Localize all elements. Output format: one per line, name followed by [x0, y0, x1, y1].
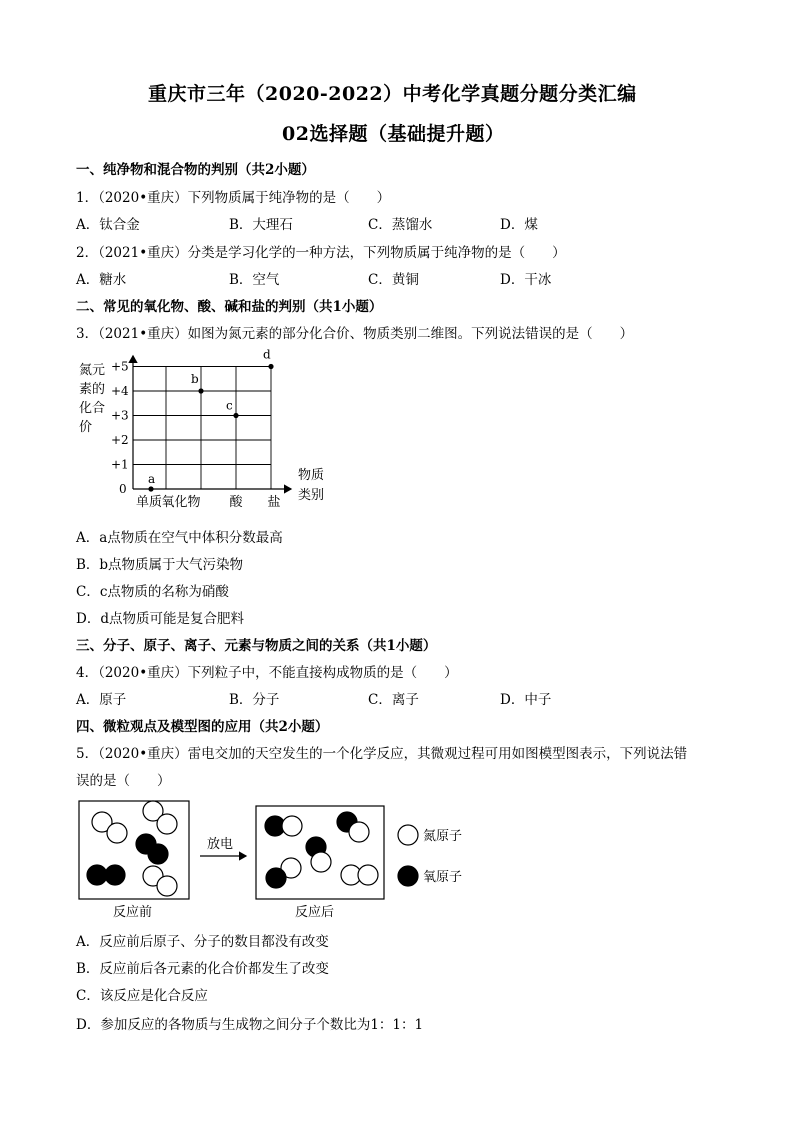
option: D．d点物质可能是复合肥料	[76, 611, 244, 627]
data-point-c	[233, 413, 238, 418]
option: C．离子	[368, 692, 419, 708]
data-point-label: a	[148, 472, 156, 486]
page-title: 重庆市三年（2020-2022）中考化学真题分题分类汇编	[148, 83, 637, 105]
question-stem: 3．（2021•重庆）如图为氮元素的部分化合价、物质类别二维图。下列说法错误的是（ ）	[76, 326, 634, 342]
arrow-label: 放电	[207, 837, 234, 852]
y-tick-label: 0	[119, 482, 127, 496]
option: D．煤	[500, 217, 538, 233]
valence-chart	[76, 348, 356, 513]
section-heading: 四、微粒观点及模型图的应用（共2小题）	[76, 719, 329, 735]
option: C．该反应是化合反应	[76, 988, 208, 1004]
data-point-label: d	[263, 348, 271, 362]
option: B．大理石	[229, 217, 293, 233]
section-heading: 三、分子、原子、离子、元素与物质之间的关系（共1小题）	[76, 638, 437, 654]
oxygen-legend-icon	[398, 866, 418, 886]
question-stem: 1．（2020•重庆）下列物质属于纯净物的是（ ）	[76, 190, 391, 206]
option: B．空气	[229, 272, 280, 288]
data-point-label: b	[191, 372, 199, 386]
legend-nitrogen: 氮原子	[423, 829, 463, 844]
x-tick-label: 氧化物	[161, 495, 201, 510]
y-tick-label: +4	[111, 384, 129, 398]
data-point-d	[268, 364, 273, 369]
after-label: 反应后	[295, 905, 335, 920]
option: B．分子	[229, 692, 280, 708]
section-heading: 一、纯净物和混合物的判别（共2小题）	[76, 162, 315, 178]
option: A．a点物质在空气中体积分数最高	[76, 530, 283, 546]
y-tick-label: +2	[111, 433, 129, 447]
question-stem-continued: 误的是（ ）	[76, 773, 171, 789]
before-label: 反应前	[113, 905, 153, 920]
y-tick-label: +3	[111, 408, 129, 423]
y-tick-label: +5	[111, 359, 129, 374]
option: D．干冰	[500, 272, 552, 288]
option: B．反应前后各元素的化合价都发生了改变	[76, 961, 329, 977]
x-tick-label: 酸	[229, 495, 243, 510]
y-axis-label: 氮元 素的 化合 价	[79, 363, 106, 435]
option: C．黄铜	[368, 272, 419, 288]
page-subtitle: 02选择题（基础提升题）	[282, 123, 505, 145]
x-tick-label: 单质	[135, 495, 163, 510]
option: A．钛合金	[76, 217, 140, 233]
data-point-b	[198, 388, 203, 393]
x-tick-label: 盐	[267, 495, 281, 510]
option: C．c点物质的名称为硝酸	[76, 584, 229, 600]
reaction-model-diagram	[76, 798, 476, 923]
y-tick-label: +1	[111, 457, 129, 472]
option: C．蒸馏水	[368, 217, 433, 233]
question-stem: 5．（2020•重庆）雷电交加的天空发生的一个化学反应，其微观过程可用如图模型图表示，下列说法错	[76, 746, 688, 762]
option: B．b点物质属于大气污染物	[76, 557, 244, 573]
nitrogen-legend-icon	[398, 825, 418, 845]
option: A．反应前后原子、分子的数目都没有改变	[76, 934, 329, 950]
option: A．糖水	[76, 272, 127, 288]
question-stem: 4．（2020•重庆）下列粒子中，不能直接构成物质的是（ ）	[76, 665, 458, 681]
before-molecules	[87, 801, 177, 896]
option: D．参加反应的各物质与生成物之间分子个数比为1：1：1	[76, 1017, 424, 1033]
question-stem: 2．（2021•重庆）分类是学习化学的一种方法，下列物质属于纯净物的是（ ）	[76, 245, 566, 261]
chart-grid	[133, 367, 271, 490]
legend-oxygen: 氧原子	[423, 870, 463, 885]
data-point-label: c	[226, 398, 233, 413]
x-axis-label: 物质 类别	[298, 468, 325, 503]
after-molecules	[265, 812, 378, 888]
section-heading: 二、常见的氧化物、酸、碱和盐的判别（共1小题）	[76, 299, 383, 315]
option: D．中子	[500, 692, 552, 708]
data-point-a	[148, 486, 153, 491]
option: A．原子	[76, 692, 127, 708]
